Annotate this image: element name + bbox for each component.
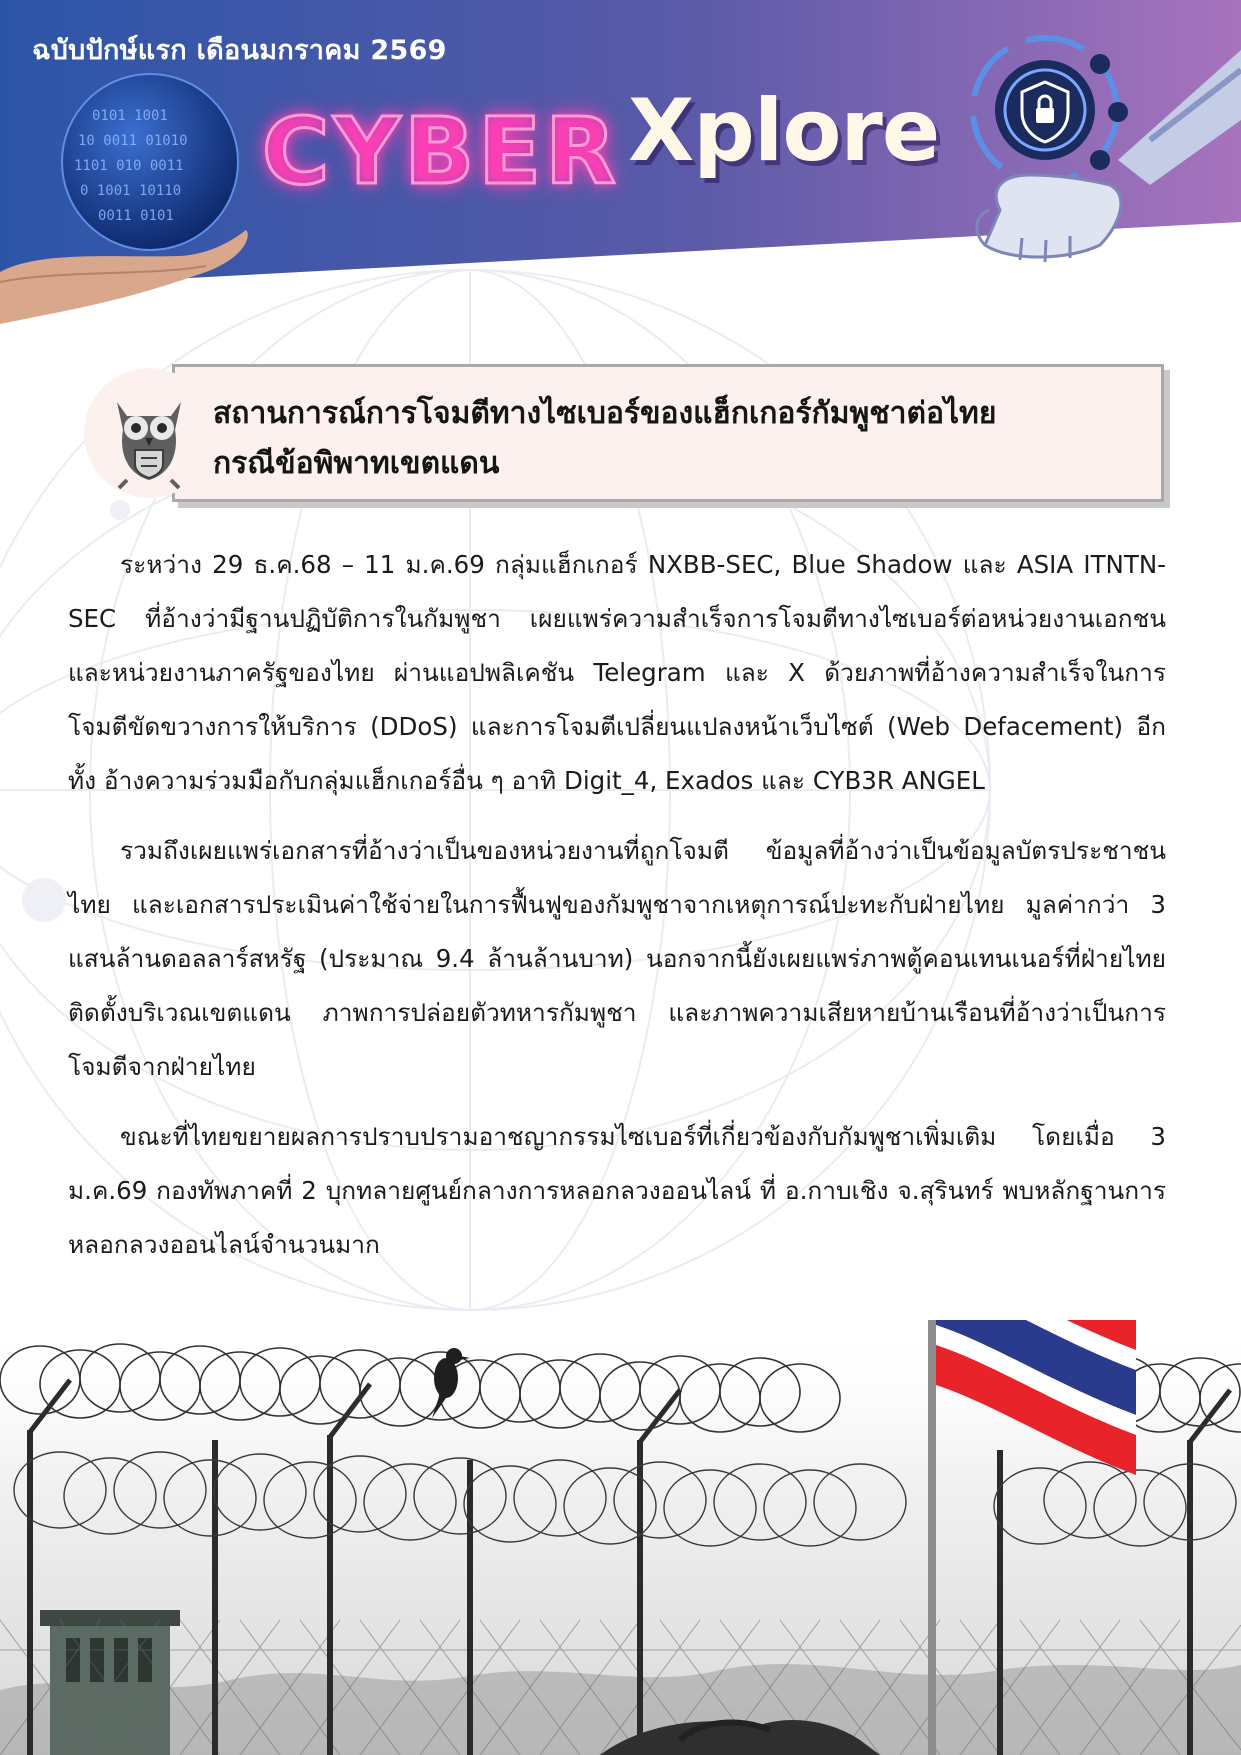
logo-cyber-text: CYBER [262,98,620,205]
paragraph-2: รวมถึงเผยแพร่เอกสารที่อ้างว่าเป็นของหน่วยงานที่ถูกโจมตี ข้อมูลที่อ้างว่าเป็นข้อมูลบัตรประชาชนไทย และเอกสารประเมินค่าใช้จ่ายในการฟื้นฟูของกัมพูชาจากเหตุการณ์ปะทะกับฝ่ายไทย มูลค่ากว่า 3 แสนล้านดอลลาร์สหรัฐ (ประมาณ 9.4 ล้านล้านบาท) นอกจากนี้ยังเผยแพร่ภาพตู้คอนเทนเนอร์ที่ฝ่ายไทยติดตั้งบริเวณเขตแดน ภาพการปล่อยตัวทหารกัมพูชา และภาพความเสียหายบ้านเรือนที่อ้างว่าเป็นการโจมตีจากฝ่ายไทย [68,836,1166,1081]
digital-globe-icon [62,74,238,250]
page-title [213,389,1141,489]
title-line-1: สถานการณ์การโจมตีทางไซเบอร์ของแฮ็กเกอร์กัมพูชาต่อไทย [213,396,997,431]
article-body [68,538,1166,1288]
owl-shield-icon [84,368,214,498]
logo-xplore-text: Xplore [628,81,940,181]
svg-text:10 0011 01010: 10 0011 01010 [78,133,188,149]
paragraph-1: ระหว่าง 29 ธ.ค.68 – 11 ม.ค.69 กลุ่มแฮ็กเกอร์ NXBB-SEC, Blue Shadow และ ASIA ITNTN-SEC ที่อ้างว่ามีฐานปฏิบัติการในกัมพูชา เผยแพร่ความสำเร็จการโจมตีทางไซเบอร์ต่อหน่วยงานเอกชน และหน่วยงานภาครัฐของไทย ผ่านแอปพลิเคชัน Telegram และ X ด้วยภาพที่อ้างความสำเร็จในการโจมตีขัดขวางการให้บริการ (DDoS) และการโจมตีเปลี่ยนแปลงหน้าเว็บไซต์ (Web Defacement) อีกทั้ง อ้างความร่วมมือกับกลุ่มแฮ็กเกอร์อื่น ๆ อาทิ Digit_4, Exados และ CYB3R ANGEL [68,550,1166,795]
edition-label: ฉบับปักษ์แรก เดือนมกราคม 2569 [32,35,447,66]
svg-text:0011 0101: 0011 0101 [98,208,174,224]
border-fence-scene [0,1320,1241,1755]
title-box [172,364,1164,502]
svg-text:0 1001 10110: 0 1001 10110 [80,183,182,199]
svg-text:0101 1001: 0101 1001 [92,108,168,124]
header-banner [0,0,1241,340]
paragraph-3: ขณะที่ไทยขยายผลการปราบปรามอาชญากรรมไซเบอร์ที่เกี่ยวข้องกับกัมพูชาเพิ่มเติม โดยเมื่อ 3 ม.ค.69 กองทัพภาคที่ 2 บุกทลายศูนย์กลางการหลอกลวงออนไลน์ ที่ อ.กาบเชิง จ.สุรินทร์ พบหลักฐานการหลอกลวงออนไลน์จำนวนมาก [68,1122,1166,1259]
owl-logo [84,368,214,498]
guard-tower-icon [40,1610,180,1755]
svg-text:1101 010 0011: 1101 010 0011 [74,158,184,174]
title-line-2: กรณีข้อพิพาทเขตแดน [213,446,500,481]
